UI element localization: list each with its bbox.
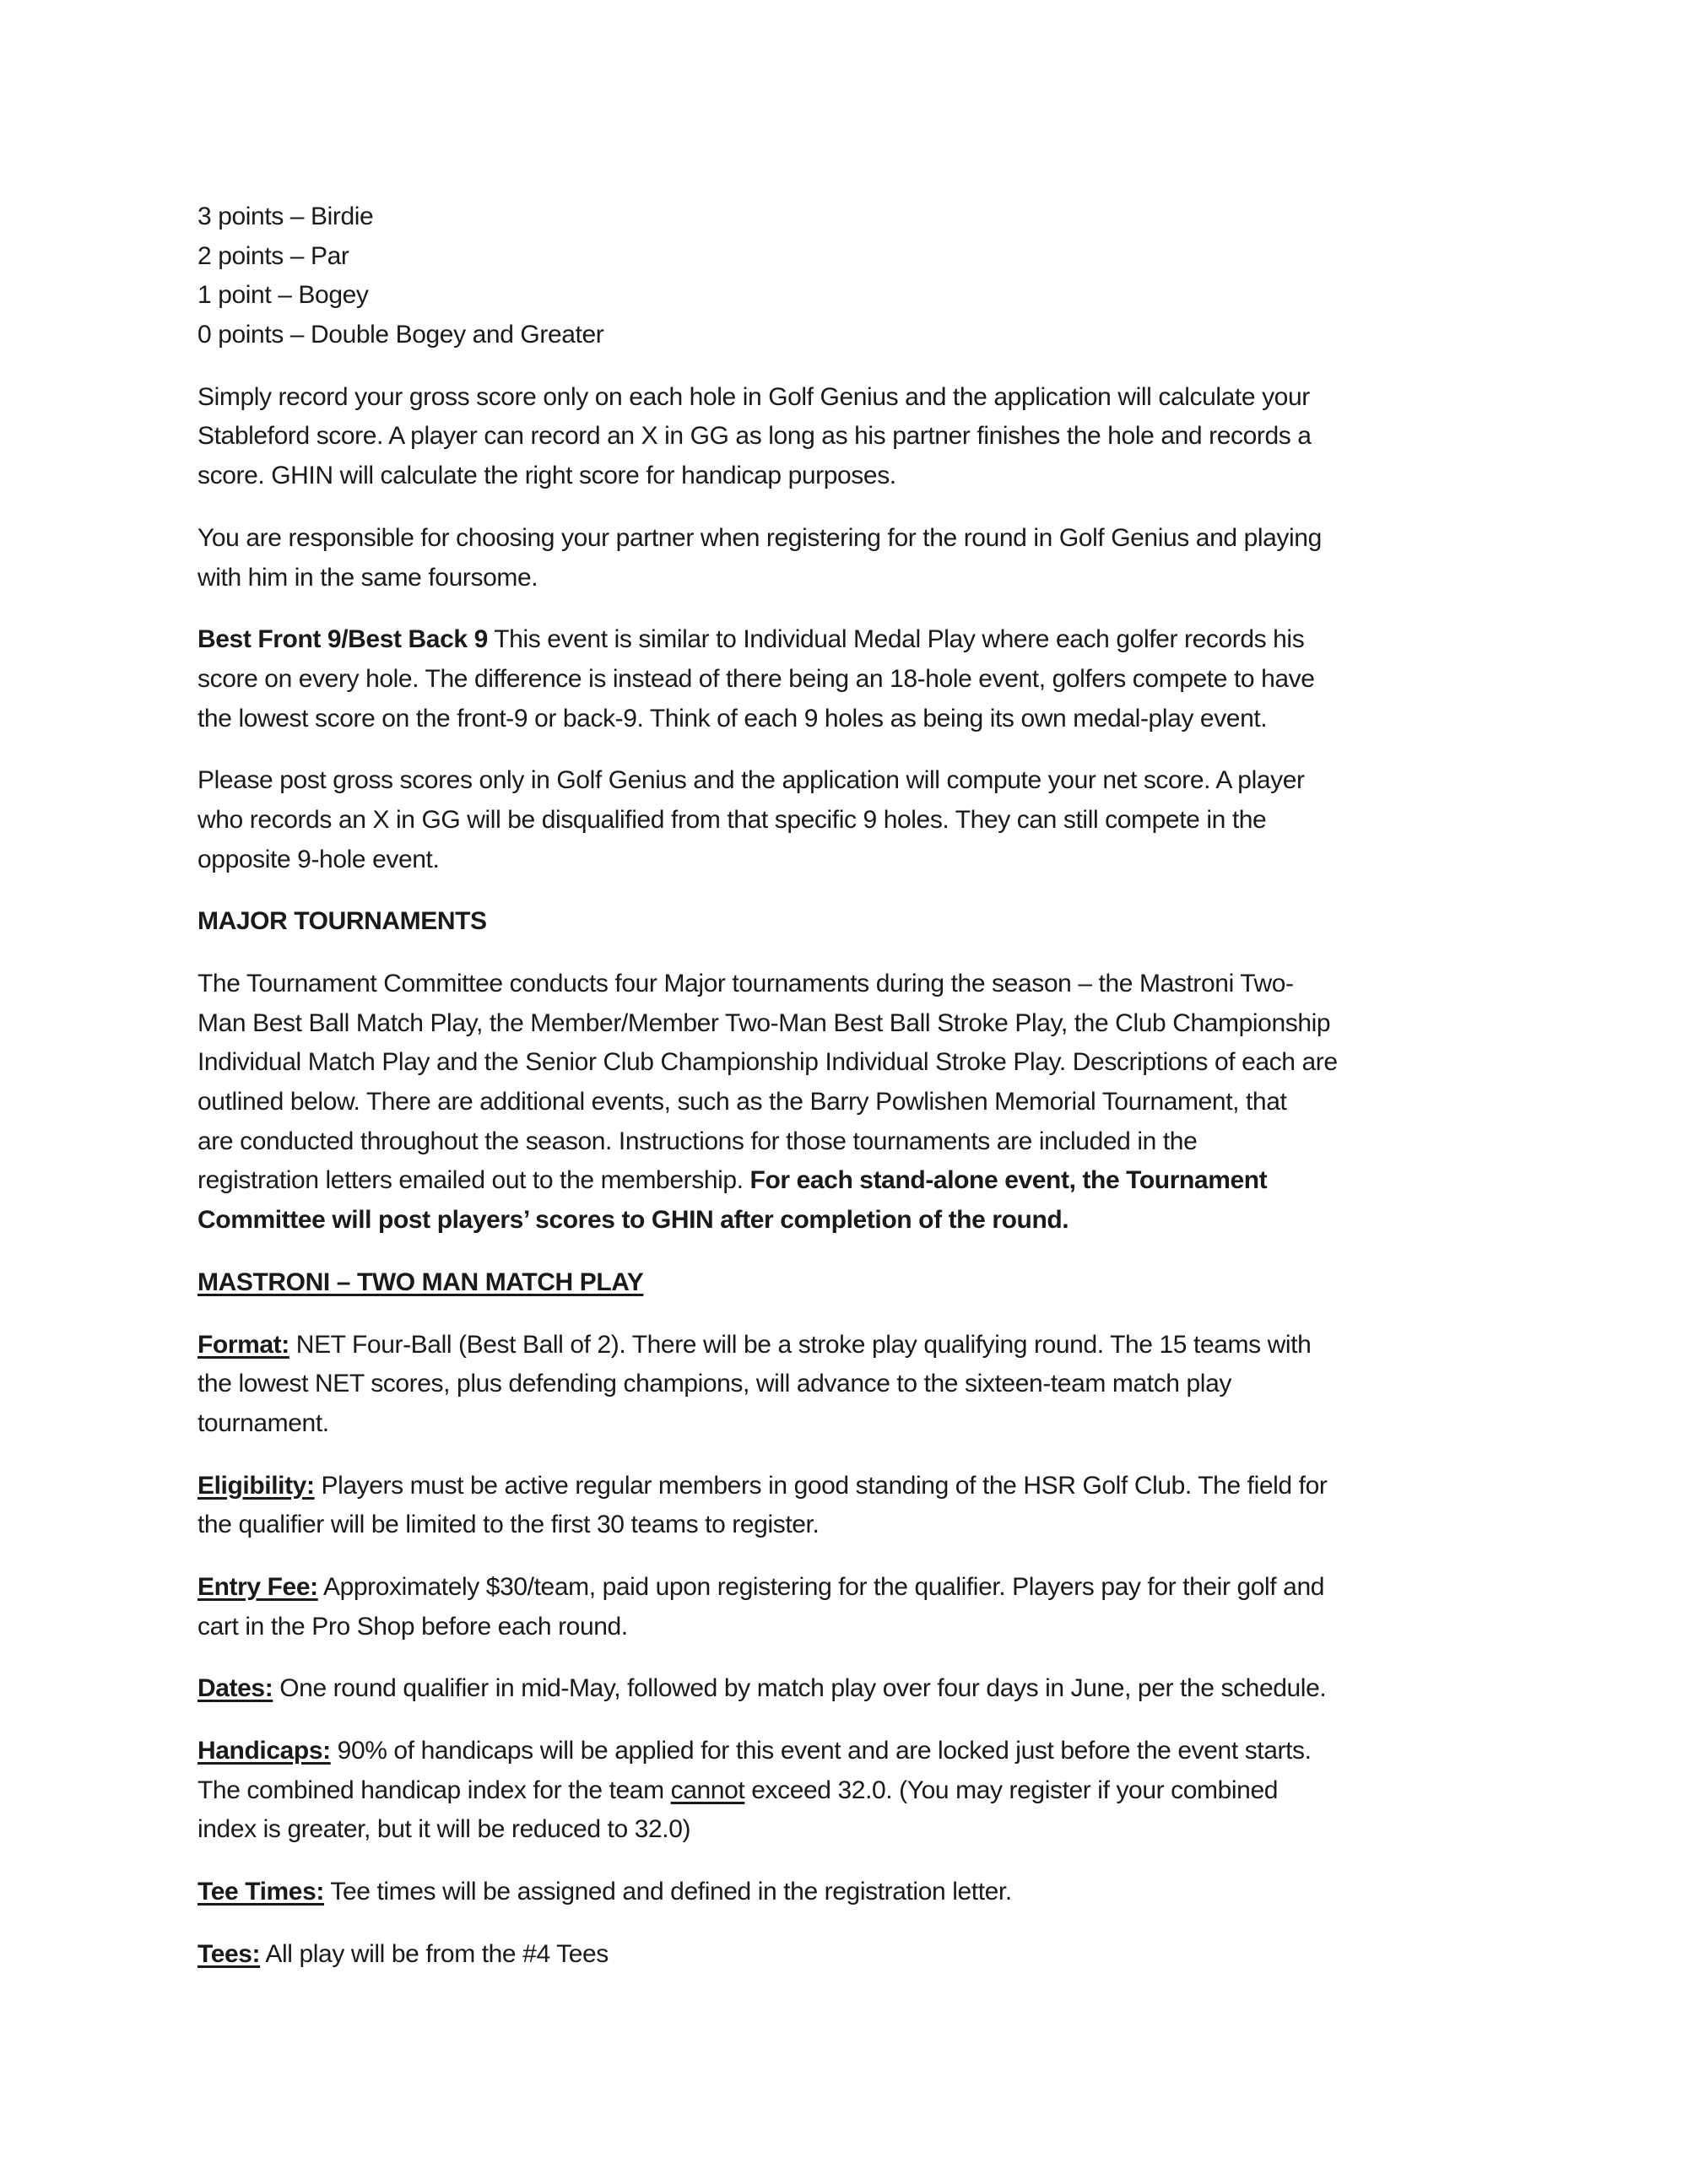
text-run: The Tournament Committee conducts four Major tournaments during the season – the Mastroni Two- bbox=[197, 970, 1294, 997]
text-run: Stableford score. A player can record an X in GG as long as his partner finishes the hole and records a bbox=[197, 422, 1312, 451]
text-line bbox=[197, 660, 1514, 700]
text-run: outlined below. There are additional events, such as the Barry Powlishen Memorial Tournament, that bbox=[197, 1088, 1287, 1116]
text-line bbox=[197, 417, 1514, 457]
paragraph bbox=[197, 1263, 1514, 1303]
text-line bbox=[197, 1873, 1514, 1912]
text-line bbox=[197, 1669, 1514, 1709]
text-line bbox=[197, 1935, 1514, 1975]
text-line bbox=[197, 276, 1514, 316]
paragraph bbox=[197, 620, 1514, 738]
paragraph bbox=[197, 1732, 1514, 1850]
paragraph bbox=[197, 902, 1514, 942]
text-line bbox=[197, 620, 1514, 660]
text-run: cannot bbox=[670, 1776, 745, 1804]
text-line bbox=[197, 316, 1514, 355]
text-line bbox=[197, 1083, 1514, 1122]
text-run: exceed 32.0. (You may register if your combined bbox=[744, 1776, 1279, 1804]
text-line bbox=[197, 457, 1514, 496]
text-run: registration letters emailed out to the membership. bbox=[197, 1166, 750, 1195]
text-line bbox=[197, 1506, 1514, 1545]
text-line bbox=[197, 1161, 1514, 1201]
text-run: the lowest score on the front-9 or back-9. Think of each 9 holes as being its own medal-play event. bbox=[197, 704, 1268, 733]
text-run: 0 points – Double Bogey and Greater bbox=[197, 321, 604, 349]
text-run: Approximately $30/team, paid upon registering for the qualifier. Players pay for their golf and bbox=[317, 1572, 1325, 1601]
text-line bbox=[197, 902, 1514, 942]
text-run: Please post gross scores only in Golf Genius and the application will compute your net score. A player bbox=[197, 766, 1305, 795]
text-run: Individual Match Play and the Senior Club Championship Individual Stroke Play. Descriptions of each are bbox=[197, 1048, 1338, 1077]
text-run: opposite 9-hole event. bbox=[197, 845, 440, 873]
text-line bbox=[197, 237, 1514, 277]
bold-label: Dates: bbox=[197, 1674, 273, 1703]
paragraph bbox=[197, 1669, 1514, 1709]
text-line bbox=[197, 965, 1514, 1004]
text-run: score. GHIN will calculate the right score for handicap purposes. bbox=[197, 462, 896, 490]
text-line bbox=[197, 1263, 1514, 1303]
text-line bbox=[197, 1404, 1514, 1444]
bold-label: MASTRONI – TWO MAN MATCH PLAY bbox=[197, 1268, 644, 1296]
text-line bbox=[197, 1608, 1514, 1647]
text-run: the qualifier will be limited to the first 30 teams to register. bbox=[197, 1511, 820, 1539]
text-run: are conducted throughout the season. Instructions for those tournaments are included in the bbox=[197, 1127, 1198, 1155]
bold-label: Tee Times: bbox=[197, 1878, 324, 1906]
text-line bbox=[197, 1122, 1514, 1162]
bold-label: Entry Fee: bbox=[197, 1572, 318, 1601]
paragraph bbox=[197, 761, 1514, 879]
text-run: You are responsible for choosing your partner when registering for the round in Golf Genius and playing bbox=[197, 523, 1322, 552]
document-page bbox=[197, 197, 1514, 1997]
bold-label: For each stand-alone event, the Tournament bbox=[749, 1166, 1268, 1195]
text-run: 3 points – Birdie bbox=[197, 203, 374, 230]
text-run: cart in the Pro Shop before each round. bbox=[197, 1612, 628, 1641]
text-run: 2 points – Par bbox=[197, 241, 349, 270]
paragraph bbox=[197, 965, 1514, 1241]
bold-label: Eligibility: bbox=[197, 1471, 315, 1500]
text-line bbox=[197, 1810, 1514, 1850]
text-run: score on every hole. The difference is instead of there being an 18-hole event, golfers compete to have bbox=[197, 664, 1315, 693]
bold-label: Best Front 9/Best Back 9 bbox=[197, 625, 488, 654]
text-line bbox=[197, 801, 1514, 841]
text-line bbox=[197, 1004, 1514, 1044]
text-run: Tee times will be assigned and defined in the registration letter. bbox=[323, 1878, 1012, 1906]
text-run: 90% of handicaps will be applied for this event and are locked just before the event starts. bbox=[330, 1737, 1312, 1765]
text-line bbox=[197, 1326, 1514, 1365]
text-run: One round qualifier in mid-May, followed by match play over four days in June, per the schedule. bbox=[273, 1674, 1327, 1703]
bold-label: Tees: bbox=[197, 1939, 261, 1968]
text-line bbox=[197, 1201, 1514, 1241]
bold-label: Handicaps: bbox=[197, 1737, 331, 1765]
text-line bbox=[197, 841, 1514, 880]
paragraph bbox=[197, 1935, 1514, 1975]
text-line bbox=[197, 1365, 1514, 1404]
text-line bbox=[197, 1043, 1514, 1083]
paragraph bbox=[197, 1568, 1514, 1646]
text-run: Simply record your gross score only on each hole in Golf Genius and the application will calculate your bbox=[197, 382, 1310, 411]
paragraph bbox=[197, 519, 1514, 597]
text-line bbox=[197, 761, 1514, 801]
text-run: index is greater, but it will be reduced to 32.0) bbox=[197, 1815, 691, 1844]
text-line bbox=[197, 378, 1514, 418]
paragraph bbox=[197, 1326, 1514, 1444]
paragraph bbox=[197, 1873, 1514, 1912]
paragraph bbox=[197, 378, 1514, 496]
text-run: Man Best Ball Match Play, the Member/Member Two-Man Best Ball Stroke Play, the Club Championship bbox=[197, 1008, 1331, 1037]
text-run: with him in the same foursome. bbox=[197, 563, 538, 592]
bold-label: Format: bbox=[197, 1330, 289, 1359]
paragraph bbox=[197, 1467, 1514, 1545]
text-run: who records an X in GG will be disqualified from that specific 9 holes. They can still compete in the bbox=[197, 805, 1267, 834]
bold-label: Committee will post players’ scores to GHIN after completion of the round. bbox=[197, 1206, 1069, 1235]
text-line bbox=[197, 700, 1514, 739]
text-run: tournament. bbox=[197, 1408, 329, 1437]
text-line bbox=[197, 519, 1514, 559]
paragraph bbox=[197, 197, 1514, 355]
text-run: The combined handicap index for the team bbox=[197, 1776, 671, 1804]
text-run: All play will be from the #4 Tees bbox=[260, 1939, 609, 1968]
text-line bbox=[197, 197, 1514, 237]
text-run: the lowest NET scores, plus defending champions, will advance to the sixteen-team match play bbox=[197, 1370, 1231, 1398]
text-line bbox=[197, 1732, 1514, 1771]
text-line bbox=[197, 1771, 1514, 1811]
text-line bbox=[197, 1568, 1514, 1608]
text-run: 1 point – Bogey bbox=[197, 281, 369, 310]
text-run: Players must be active regular members in good standing of the HSR Golf Club. The field for bbox=[314, 1471, 1328, 1500]
text-line bbox=[197, 1467, 1514, 1506]
bold-label: MAJOR TOURNAMENTS bbox=[197, 907, 487, 936]
text-run: This event is similar to Individual Medal Play where each golfer records his bbox=[487, 625, 1305, 654]
text-line bbox=[197, 559, 1514, 598]
text-run: NET Four-Ball (Best Ball of 2). There will be a stroke play qualifying round. The 15 teams with bbox=[289, 1330, 1312, 1359]
